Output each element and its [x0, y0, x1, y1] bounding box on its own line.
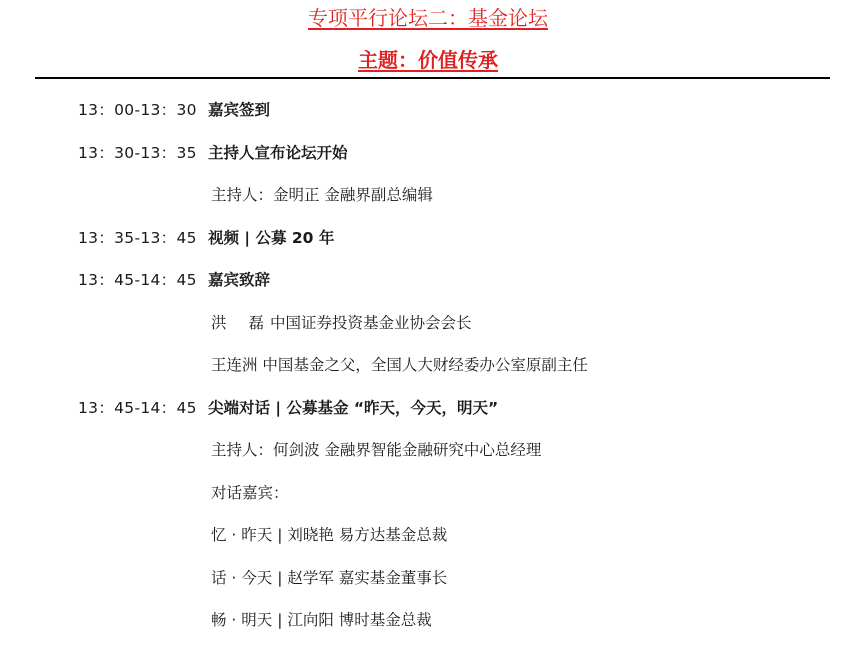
guests-label: 对话嘉宾： [211, 484, 289, 502]
speaker-line [211, 312, 472, 334]
host-line: 主持人：金明正 金融界副总编辑 [211, 186, 433, 204]
speaker-org: 中国证券投资基金业协会会长 [270, 314, 472, 332]
schedule-item: 嘉宾致辞 [208, 271, 271, 289]
host-line: 主持人：何剑波 金融界智能金融研究中心总经理 [211, 441, 542, 459]
schedule-item: 主持人宣布论坛开始 [208, 144, 348, 162]
schedule-time: 13：35-13：45 [78, 229, 197, 247]
schedule-item: 嘉宾签到 [208, 101, 271, 119]
schedule-item: 尖端对话 | 公募基金 “昨天，今天，明天” [208, 399, 499, 417]
speaker-name-part: 磊 [248, 314, 265, 332]
guest-line: 话 · 今天 | 赵学军 嘉实基金董事长 [211, 569, 448, 587]
guest-line: 畅 · 明天 | 江向阳 博时基金总裁 [211, 611, 432, 629]
forum-title: 专项平行论坛二：基金论坛 [308, 6, 548, 30]
schedule-time: 13：45-14：45 [78, 271, 197, 289]
speaker-line: 王连洲 中国基金之父，全国人大财经委办公室原副主任 [211, 356, 588, 374]
speaker-name-part: 洪 [211, 314, 227, 332]
header-divider [35, 77, 830, 79]
schedule-time: 13：00-13：30 [78, 101, 197, 119]
schedule-time: 13：30-13：35 [78, 144, 197, 162]
schedule-item: 视频 | 公募 20 年 [208, 229, 335, 247]
forum-theme: 主题：价值传承 [358, 48, 498, 72]
schedule-time: 13：45-14：45 [78, 399, 197, 417]
guest-line: 忆 · 昨天 | 刘晓艳 易方达基金总裁 [211, 526, 448, 544]
